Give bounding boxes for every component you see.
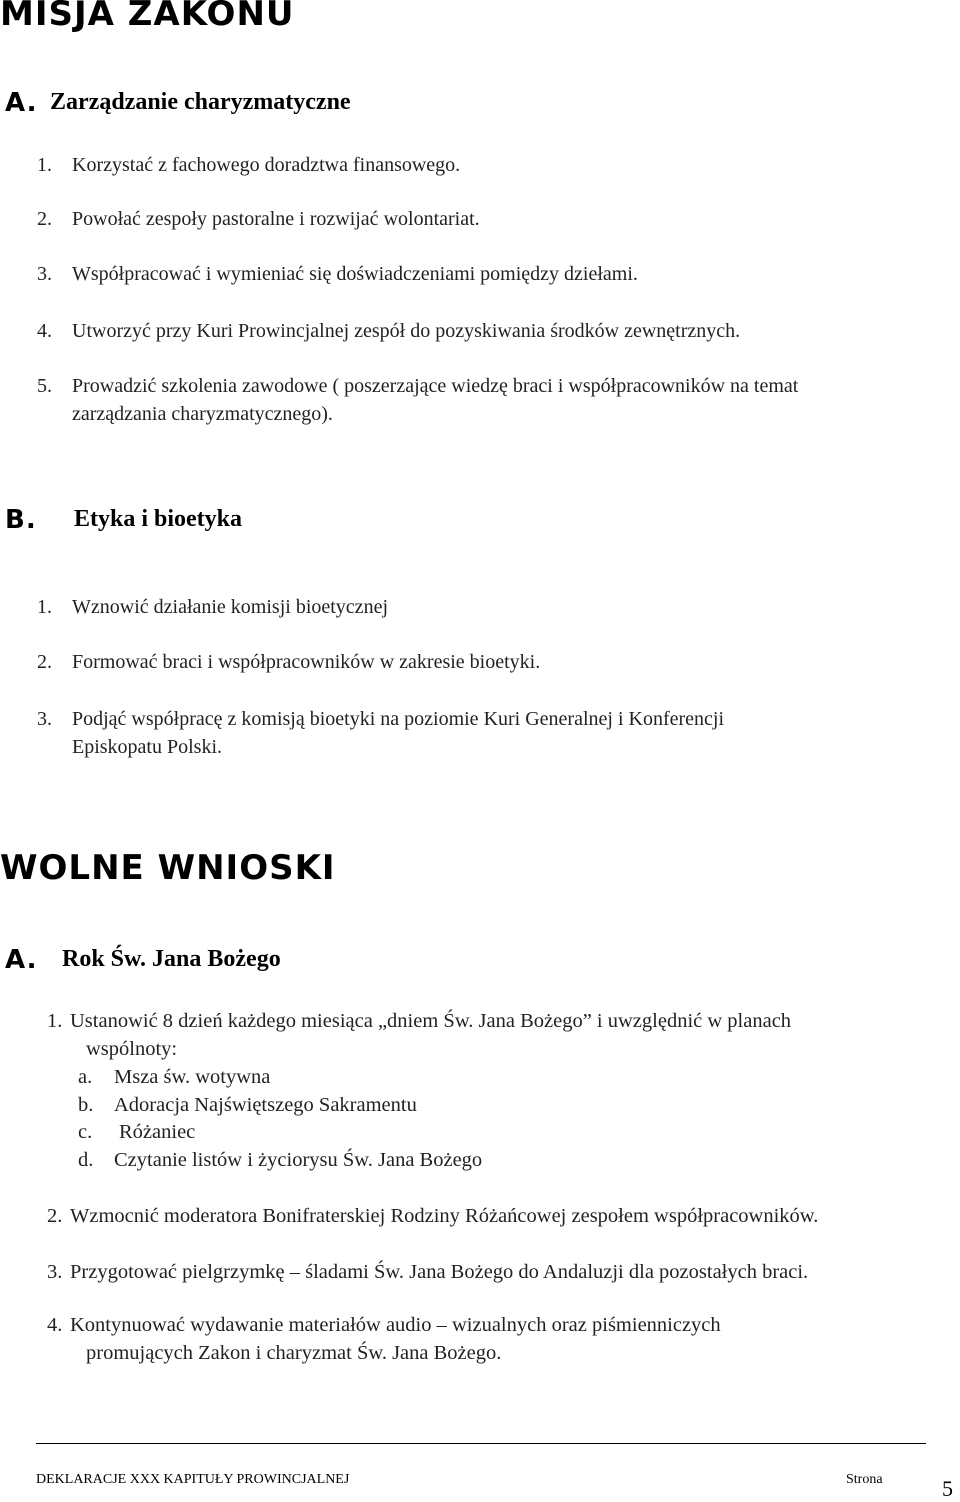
list-item: Utworzyć przy Kuri Prowincjalnej zespół do pozyskiwania środków zewnętrznych.: [72, 320, 741, 342]
list-item: Kontynuować wydawanie materiałów audio – wizualnych oraz piśmienniczych: [70, 1314, 721, 1336]
list-item: Formować braci i współpracowników w zakresie bioetyki.: [72, 651, 541, 673]
list-item-continued: Episkopatu Polski.: [72, 736, 223, 758]
page-number: 5: [942, 1476, 953, 1501]
list-item-num: 4.: [47, 1314, 63, 1336]
list-item-continued: promujących Zakon i charyzmat Św. Jana Bożego.: [86, 1342, 502, 1364]
sub-item-letter: d.: [78, 1149, 94, 1171]
sub-item-letter: a.: [78, 1066, 93, 1088]
sub-item-letter: b.: [78, 1094, 94, 1116]
list-item: Wzmocnić moderatora Bonifraterskiej Rodziny Różańcowej zespołem współpracowników.: [70, 1205, 819, 1227]
list-item-num: 1.: [37, 154, 52, 176]
sub-item: Różaniec: [119, 1121, 196, 1143]
page-title: MISJA ZAKONU: [0, 0, 295, 34]
footer-title: DEKLARACJE XXX KAPITUŁY PROWINCJALNEJ: [36, 1472, 350, 1487]
wolne-section-letter: A.: [5, 945, 38, 975]
wolne-wnioski-heading: WOLNE WNIOSKI: [0, 848, 336, 888]
section-b-title: Etyka i bioetyka: [74, 506, 243, 532]
list-item-num: 4.: [37, 320, 52, 342]
sub-item-letter: c.: [78, 1121, 93, 1143]
list-item-continued: zarządzania charyzmatycznego).: [72, 403, 333, 425]
section-a-title: Zarządzanie charyzmatyczne: [50, 89, 351, 115]
list-item: Ustanowić 8 dzień każdego miesiąca „dniem Św. Jana Bożego” i uwzględnić w planach: [70, 1010, 792, 1032]
list-item-num: 2.: [37, 208, 52, 230]
list-item-num: 1.: [37, 596, 52, 618]
list-item: Wznowić działanie komisji bioetycznej: [72, 596, 388, 618]
list-item-num: 2.: [37, 651, 52, 673]
list-item: Powołać zespoły pastoralne i rozwijać wolontariat.: [72, 208, 480, 230]
list-item-num: 1.: [47, 1010, 63, 1032]
list-item-continued: wspólnoty:: [86, 1038, 178, 1060]
list-item: Przygotować pielgrzymkę – śladami Św. Jana Bożego do Andaluzji dla pozostałych braci.: [70, 1261, 809, 1283]
list-item: Współpracować i wymieniać się doświadczeniami pomiędzy dziełami.: [72, 263, 638, 285]
wolne-section-title: Rok Św. Jana Bożego: [62, 946, 281, 972]
list-item: Prowadzić szkolenia zawodowe ( poszerzające wiedzę braci i współpracowników na temat: [72, 375, 799, 397]
list-item: Podjąć współpracę z komisją bioetyki na poziomie Kuri Generalnej i Konferencji: [72, 708, 725, 730]
footer-divider: [36, 1443, 926, 1444]
list-item-num: 3.: [47, 1261, 63, 1283]
footer-strona-label: Strona: [846, 1472, 883, 1487]
list-item-num: 5.: [37, 375, 52, 397]
list-item-num: 3.: [37, 708, 52, 730]
sub-item: Adoracja Najświętszego Sakramentu: [114, 1094, 417, 1116]
sub-item: Msza św. wotywna: [114, 1066, 271, 1088]
section-b-letter: B.: [5, 505, 37, 535]
section-a-letter: A.: [5, 88, 38, 118]
list-item: Korzystać z fachowego doradztwa finansowego.: [72, 154, 461, 176]
list-item-num: 3.: [37, 263, 52, 285]
sub-item: Czytanie listów i życiorysu Św. Jana Bożego: [114, 1149, 483, 1171]
list-item-num: 2.: [47, 1205, 63, 1227]
